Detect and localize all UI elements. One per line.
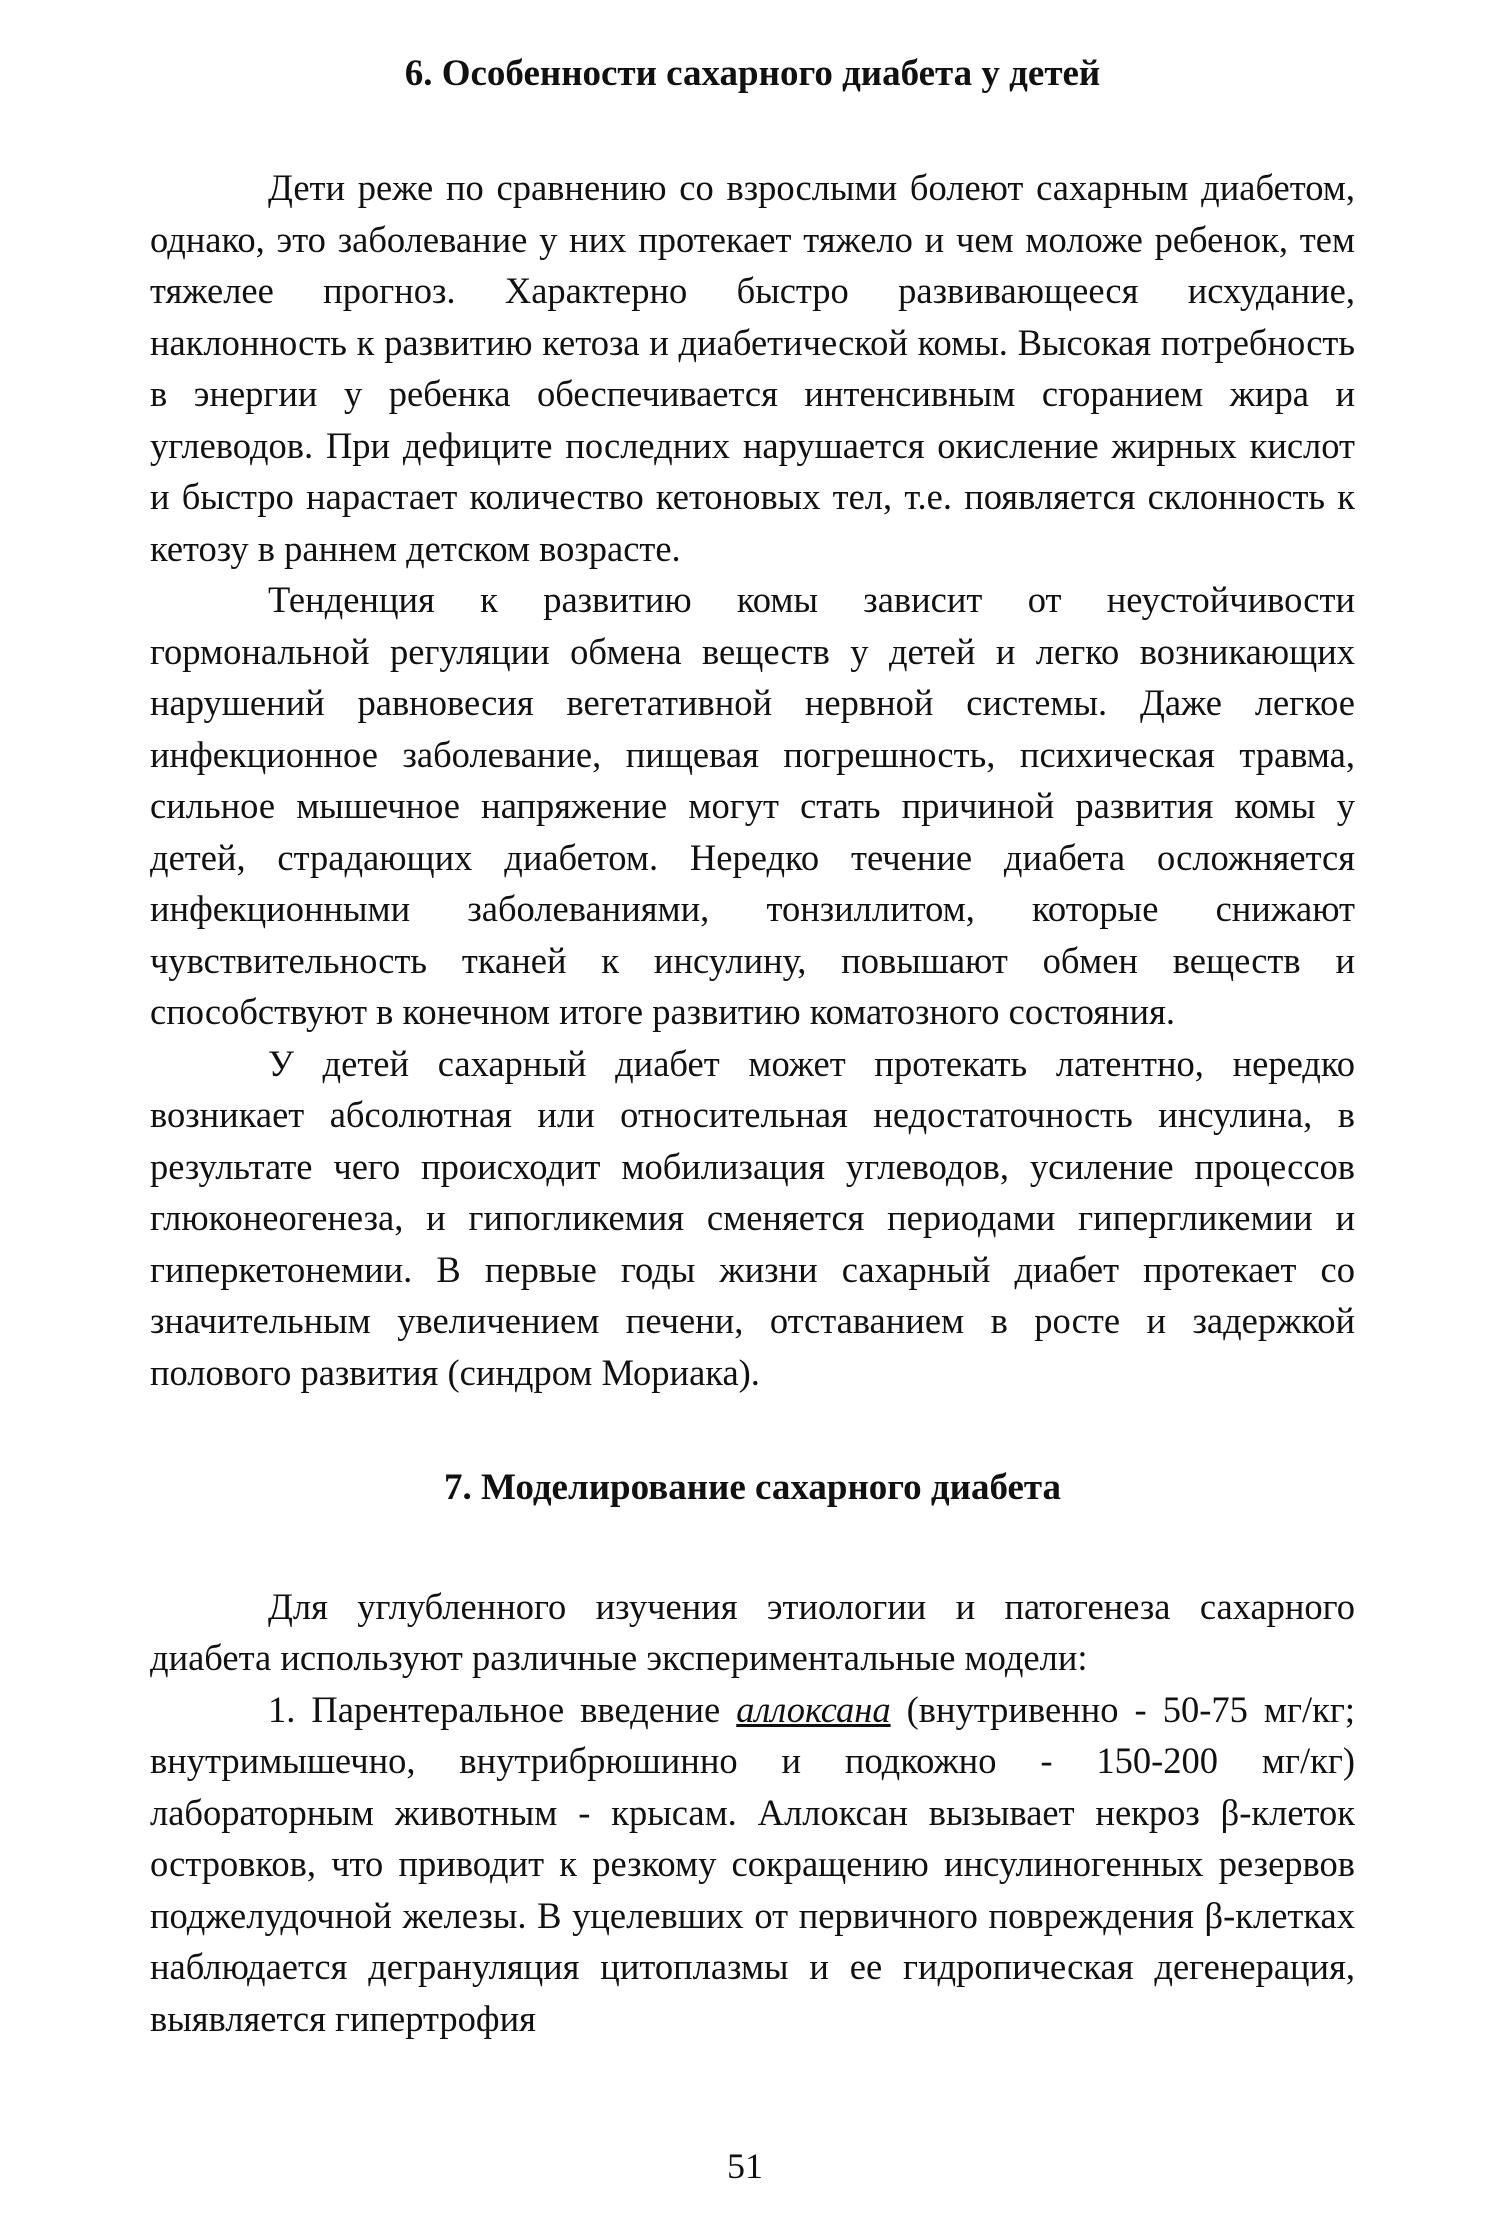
alloxan-term: аллоксана xyxy=(736,1688,891,1730)
item-1-text: (внутривенно - 50-75 мг/кг; внутримышечно, внутрибрюшинно и подкожно - 150-200 мг/кг) лабораторным животным - крысам. Аллоксан вызывает некроз β-клеток островков, что приводит к резкому сокращению инсулиногенных резервов поджелудочной железы. В уцелевших от первичного повреждения β-клетках наблюдается дегрануляция цитоплазмы и ее гидропическая дегенерация, выявляется гипертрофия xyxy=(150,1688,1355,2039)
section-6-title: 6. Особенности сахарного диабета у детей xyxy=(404,53,1101,94)
section-7-title: 7. Моделирование сахарного диабета xyxy=(443,1467,1062,1509)
item-1-prefix: 1. Парентеральное введение xyxy=(268,1688,737,1730)
section-7-item-1 xyxy=(150,1684,1355,2045)
document-page xyxy=(150,52,1355,2044)
section-6-paragraph-2: Тенденция к развитию комы зависит от неустойчивости гормональной регуляции обмена веществ у детей и легко возникающих нарушений равновесия вегетативной нервной системы. Даже легкое инфекционное заболевание, пищевая погрешность, психическая травма, сильное мышечное напряжение могут стать причиной развития комы у детей, страдающих диабетом. Нередко течение диабета осложняется инфекционными заболеваниями, тонзиллитом, которые снижают чувствительность тканей к инсулину, повышают обмен веществ и способствуют в конечном итоге развитию коматозного состояния. xyxy=(150,579,1355,1033)
page-number: 51 xyxy=(727,2146,763,2186)
section-6-paragraph-3: У детей сахарный диабет может протекать латентно, нередко возникает абсолютная или относительная недостаточность инсулина, в результате чего происходит мобилизация углеводов, усиление процессов глюконеогенеза, и гипогликемия сменяется периодами гипергликемии и гиперкетонемии. В первые годы жизни сахарный диабет протекает со значительным увеличением печени, отставанием в росте и задержкой полового развития (синдром Мориака). xyxy=(150,1042,1355,1393)
section-6-paragraph-1: Дети реже по сравнению со взрослыми болеют сахарным диабетом, однако, это заболевание у них протекает тяжело и чем моложе ребенок, тем тяжелее прогноз. Характерно быстро развивающееся исхудание, наклонность к развитию кетоза и диабетической комы. Высокая потребность в энергии у ребенка обеспечивается интенсивным сгоранием жира и углеводов. При дефиците последних нарушается окисление жирных кислот и быстро нарастает количество кетоновых тел, т.е. появляется склонность к кетозу в раннем детском возрасте. xyxy=(150,167,1355,569)
section-7-intro: Для углубленного изучения этиологии и патогенеза сахарного диабета используют различные экспериментальные модели: xyxy=(150,1585,1355,1679)
